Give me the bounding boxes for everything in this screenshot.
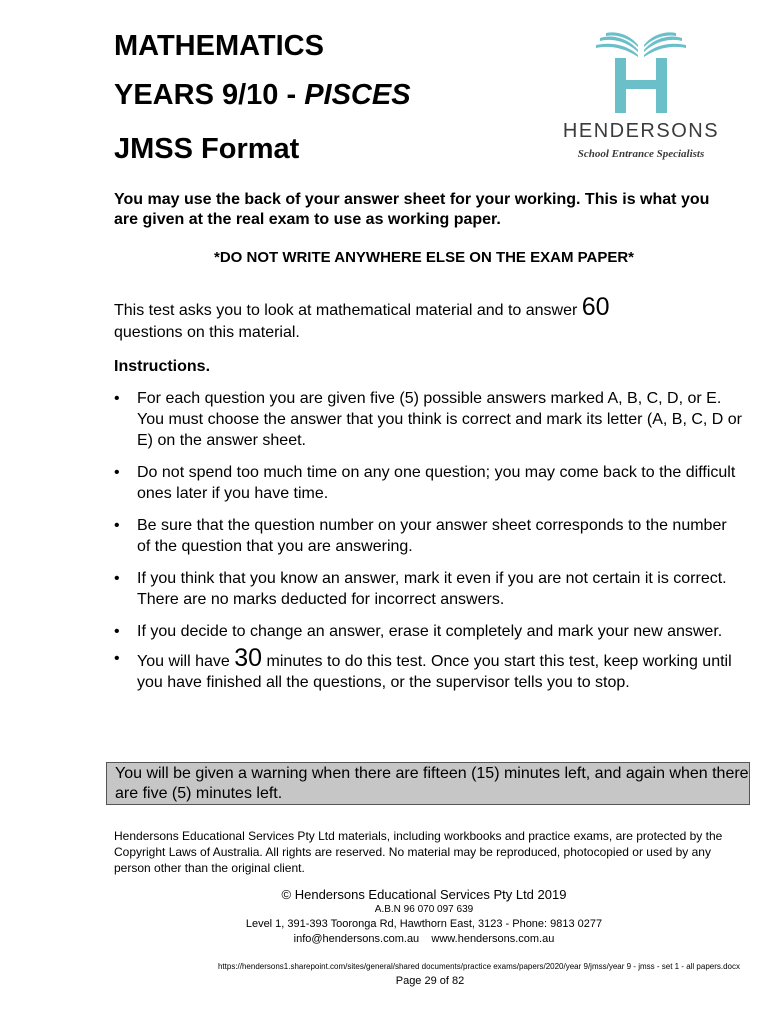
logo-tagline: School Entrance Specialists: [577, 148, 705, 160]
list-item: • If you decide to change an answer, erase it completely and mark your new answer.: [114, 621, 744, 642]
list-item: • If you think that you know an answer, mark it even if you are not certain it is correct. There are no marks deducted for incorrect answers.: [114, 568, 744, 610]
title-years: [114, 78, 411, 112]
title-line-2-italic: PISCES: [304, 79, 411, 111]
time-warning-box: You will be given a warning when there are fifteen (15) minutes left, and again when there are five (5) minutes left.: [106, 762, 750, 805]
working-paper-note: You may use the back of your answer sheet for your working. This is what you are given at the real exam to use as working paper.: [114, 191, 710, 228]
question-count: 60: [581, 293, 610, 321]
copyright-line: © Hendersons Educational Services Pty Ltd 2019: [281, 887, 567, 902]
list-item: • Be sure that the question number on your answer sheet corresponds to the number of the question that you are answering.: [114, 515, 744, 557]
book-h-logo-icon: [594, 30, 688, 114]
copyright-paragraph: Hendersons Educational Services Pty Ltd materials, including workbooks and practice exams, are protected by the Copyright Laws of Australia. All rights are reserved. No material may be reproduced, photocopied or used by any person other than the original client.: [114, 829, 723, 875]
intro-text: This test asks you to look at mathematical material and to answer: [114, 302, 578, 319]
instructions-list: [114, 388, 744, 704]
do-not-write-warning: *DO NOT WRITE ANYWHERE ELSE ON THE EXAM PAPER*: [213, 249, 635, 266]
instructions-heading: Instructions.: [114, 358, 211, 375]
intro-paragraph: [114, 293, 734, 344]
list-item: • Do not spend too much time on any one question; you may come back to the difficult ones later if you have time.: [114, 462, 744, 504]
hendersons-logo: [546, 30, 736, 166]
abn: A.B.N 96 070 097 639: [374, 904, 474, 915]
website-link[interactable]: www.hendersons.com.au: [431, 933, 555, 945]
email-link[interactable]: info@hendersons.com.au: [293, 933, 420, 945]
time-suffix: minutes to do this test. Once you start this test, keep working until you have finished all the questions, or the supervisor tells you to stop.: [137, 653, 732, 691]
intro-end: questions on this material.: [114, 324, 300, 341]
title-line-2-prefix: YEARS 9/10 -: [114, 79, 305, 111]
contact-block: [114, 886, 734, 947]
title-mathematics: [114, 29, 324, 63]
file-path: https://hendersons1.sharepoint.com/sites/general/shared documents/practice exams/papers/2020/year 9/jmss/year 9 - jmss - set 1 - all papers.docx: [217, 962, 740, 971]
logo-name: HENDERSONS: [562, 120, 720, 142]
contact-links: [114, 932, 734, 947]
time-minutes: 30: [234, 644, 263, 672]
page-number: Page 29 of 82: [395, 975, 465, 987]
title-line-3: JMSS Format: [114, 133, 300, 165]
address: Level 1, 391-393 Tooronga Rd, Hawthorn East, 3123 - Phone: 9813 0277: [245, 918, 603, 930]
list-item: • For each question you are given five (5) possible answers marked A, B, C, D, or E. You must choose the answer that you think is correct and mark its letter (A, B, C, D or E) on the answer sheet.: [114, 388, 744, 451]
title-format: [114, 132, 299, 166]
list-item-time: [114, 644, 744, 693]
time-prefix: You will have: [137, 653, 230, 670]
title-line-1: MATHEMATICS: [114, 30, 324, 62]
